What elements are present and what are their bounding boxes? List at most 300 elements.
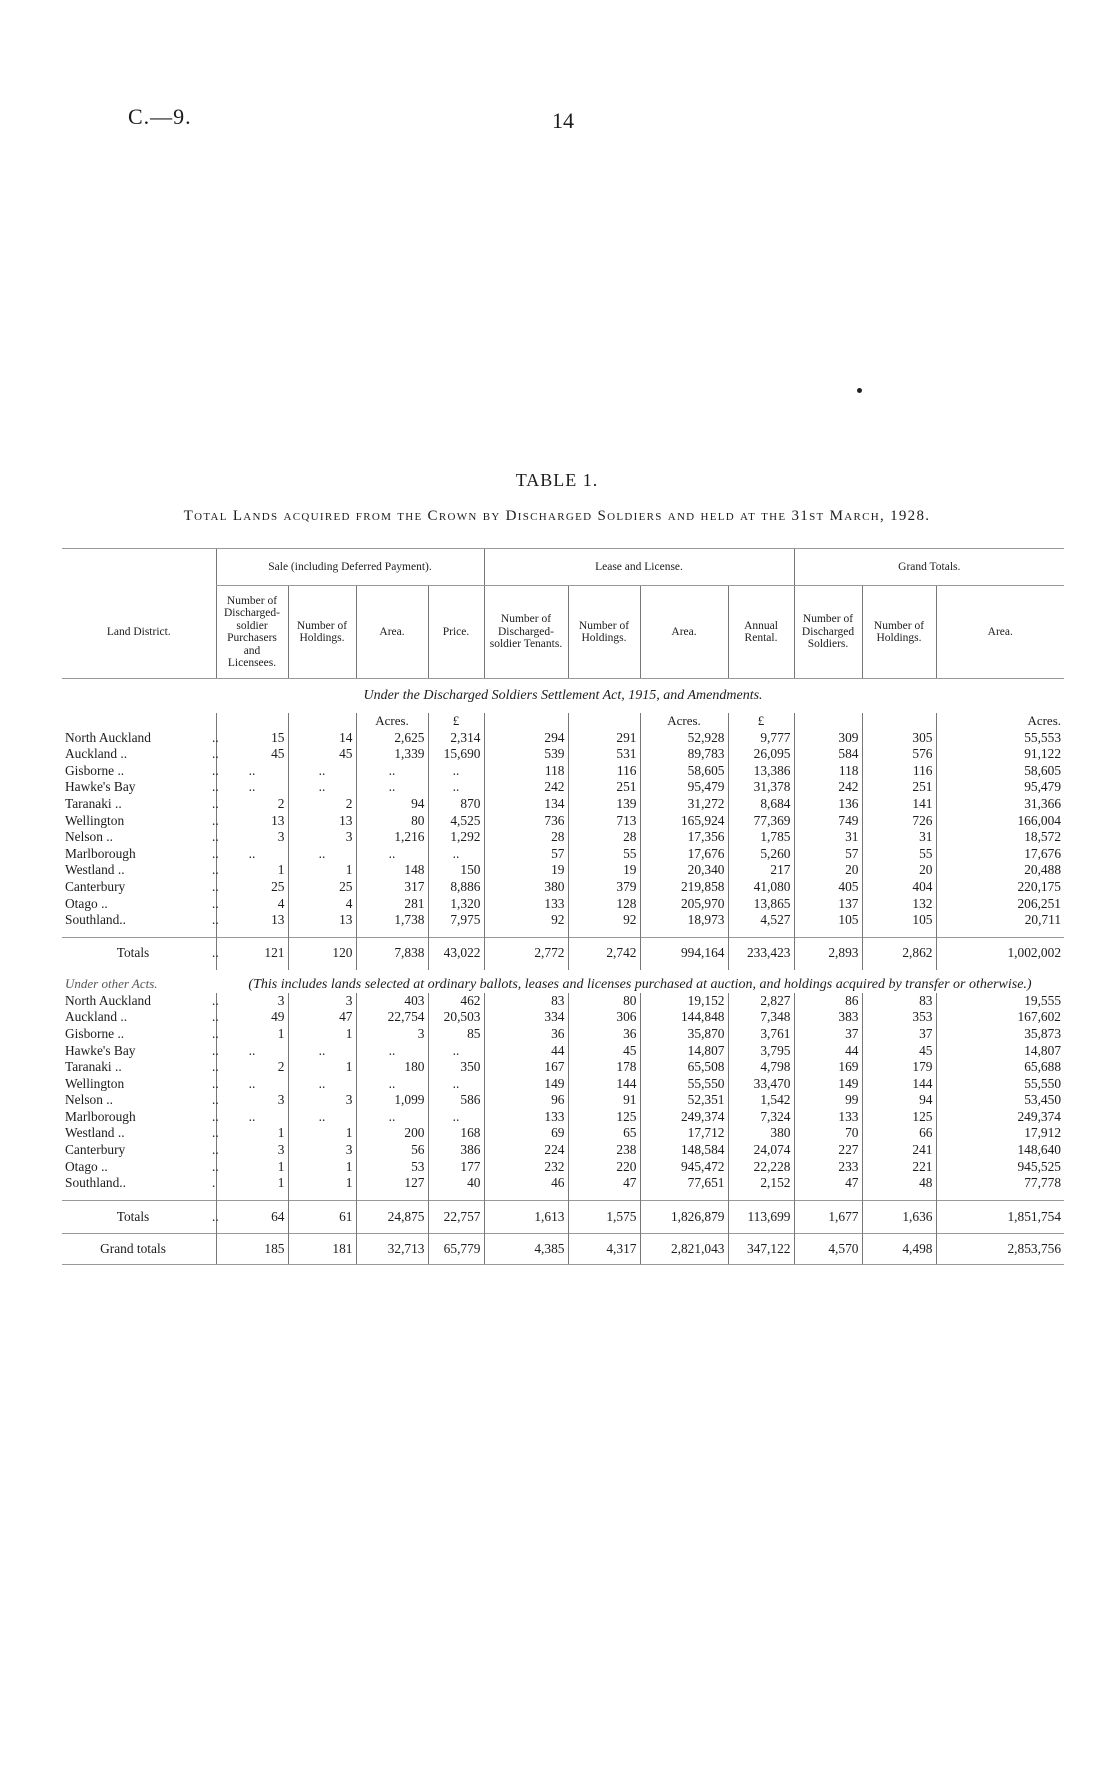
leader-dots: .. bbox=[212, 1042, 219, 1058]
table-cell: 127 bbox=[356, 1175, 428, 1192]
table-row bbox=[62, 1109, 1064, 1126]
table-row bbox=[62, 896, 1064, 913]
table-cell: 17,356 bbox=[640, 829, 728, 846]
district-name: Canterbury bbox=[65, 878, 126, 894]
table-cell: 35,870 bbox=[640, 1026, 728, 1043]
table-cell: 168 bbox=[428, 1125, 484, 1142]
table-cell: 4,317 bbox=[568, 1233, 640, 1264]
table-cell: 4,385 bbox=[484, 1233, 568, 1264]
table-cell: .. bbox=[356, 1043, 428, 1060]
table-cell: 31,378 bbox=[728, 779, 794, 796]
leader-dots: .. bbox=[204, 1200, 216, 1233]
table-cell: 2,827 bbox=[728, 993, 794, 1010]
col-header-sale-price: Price. bbox=[428, 586, 484, 679]
table-cell: 80 bbox=[356, 813, 428, 830]
table-cell: 347,122 bbox=[728, 1233, 794, 1264]
table-cell: 22,754 bbox=[356, 1009, 428, 1026]
table-cell: .. bbox=[356, 1109, 428, 1126]
table-row bbox=[62, 1009, 1064, 1026]
table-cell: .. bbox=[288, 763, 356, 780]
table-cell: 144,848 bbox=[640, 1009, 728, 1026]
table-cell: 133 bbox=[484, 1109, 568, 1126]
table-cell: 1,613 bbox=[484, 1200, 568, 1233]
table-cell: 167,602 bbox=[936, 1009, 1064, 1026]
district-name: Marlborough bbox=[65, 1108, 136, 1124]
grand-totals-row bbox=[62, 1233, 1064, 1264]
col-header-grand-holdings: Number of Holdings. bbox=[862, 586, 936, 679]
table-cell: 86 bbox=[794, 993, 862, 1010]
table-cell: 24,074 bbox=[728, 1142, 794, 1159]
table-cell: 3 bbox=[216, 993, 288, 1010]
table-cell: 139 bbox=[568, 796, 640, 813]
table-cell: 57 bbox=[794, 846, 862, 863]
table-cell: 8,684 bbox=[728, 796, 794, 813]
table-cell: 20 bbox=[794, 862, 862, 879]
table-cell: 65,688 bbox=[936, 1059, 1064, 1076]
leader-dots: .. bbox=[212, 1108, 219, 1124]
table-cell: 2,625 bbox=[356, 730, 428, 747]
district-name: Auckland .. bbox=[65, 1009, 128, 1025]
table-cell: 1 bbox=[216, 1175, 288, 1192]
table-cell: 309 bbox=[794, 730, 862, 747]
table-cell: .. bbox=[428, 763, 484, 780]
district-name: Hawke's Bay bbox=[65, 1042, 136, 1058]
table-cell: 32,713 bbox=[356, 1233, 428, 1264]
district-name: Westland .. bbox=[65, 1125, 125, 1141]
table-row bbox=[62, 829, 1064, 846]
table-cell: 25 bbox=[288, 879, 356, 896]
table-cell: 1 bbox=[288, 1059, 356, 1076]
table-cell: 380 bbox=[484, 879, 568, 896]
table-cell: .. bbox=[216, 1043, 288, 1060]
table-cell: 24,875 bbox=[356, 1200, 428, 1233]
table-row bbox=[62, 1076, 1064, 1093]
table-cell: 14 bbox=[288, 730, 356, 747]
table-cell: .. bbox=[216, 779, 288, 796]
table-cell: 15,690 bbox=[428, 746, 484, 763]
table-cell: 69 bbox=[484, 1125, 568, 1142]
table-cell: 233,423 bbox=[728, 937, 794, 970]
leader-dots: .. bbox=[212, 1125, 219, 1141]
table-cell: 125 bbox=[862, 1109, 936, 1126]
table-row bbox=[62, 1059, 1064, 1076]
leader-dots: .. bbox=[212, 746, 219, 762]
table-cell: 539 bbox=[484, 746, 568, 763]
table-cell: 2,742 bbox=[568, 937, 640, 970]
district-name: Westland .. bbox=[65, 862, 125, 878]
table-cell: 713 bbox=[568, 813, 640, 830]
table-cell: 20,711 bbox=[936, 912, 1064, 929]
leader-dots: .. bbox=[212, 1142, 219, 1158]
table-cell: 41,080 bbox=[728, 879, 794, 896]
table-cell: 40 bbox=[428, 1175, 484, 1192]
table-cell: 306 bbox=[568, 1009, 640, 1026]
table-cell: 205,970 bbox=[640, 896, 728, 913]
table-cell: 45 bbox=[568, 1043, 640, 1060]
leader-dots: .. bbox=[212, 992, 219, 1008]
table-cell: 13 bbox=[288, 912, 356, 929]
unit-pounds-sale: £ bbox=[428, 713, 484, 730]
table-cell: 13,865 bbox=[728, 896, 794, 913]
table-cell: 1 bbox=[216, 1125, 288, 1142]
unit-acres-sale: Acres. bbox=[356, 713, 428, 730]
table-cell: 3 bbox=[288, 1142, 356, 1159]
table-cell: 2,853,756 bbox=[936, 1233, 1064, 1264]
table-cell: 18,572 bbox=[936, 829, 1064, 846]
table-cell: 200 bbox=[356, 1125, 428, 1142]
table-cell: 15 bbox=[216, 730, 288, 747]
table-cell: 3 bbox=[216, 1092, 288, 1109]
table-cell: 317 bbox=[356, 879, 428, 896]
table-cell: .. bbox=[428, 1109, 484, 1126]
table-cell: 2 bbox=[216, 796, 288, 813]
table-cell: 77,369 bbox=[728, 813, 794, 830]
table-cell: 134 bbox=[484, 796, 568, 813]
table-row bbox=[62, 846, 1064, 863]
table-cell: 19 bbox=[484, 862, 568, 879]
table-cell: 20,503 bbox=[428, 1009, 484, 1026]
table-cell: 13 bbox=[288, 813, 356, 830]
section-1-heading: Under the Discharged Soldiers Settlement Act, 1915, and Amendments. bbox=[363, 687, 763, 703]
leader-dots bbox=[204, 1233, 216, 1264]
table-cell: 20 bbox=[862, 862, 936, 879]
table-cell: 1,738 bbox=[356, 912, 428, 929]
district-name: Gisborne .. bbox=[65, 1025, 125, 1041]
table-cell: 165,924 bbox=[640, 813, 728, 830]
table-cell: 1 bbox=[288, 1159, 356, 1176]
table-cell: 291 bbox=[568, 730, 640, 747]
district-name: Taranaki .. bbox=[65, 1059, 122, 1075]
table-cell: 249,374 bbox=[640, 1109, 728, 1126]
table-cell: 8,886 bbox=[428, 879, 484, 896]
table-cell: 35,873 bbox=[936, 1026, 1064, 1043]
table-cell: 4,570 bbox=[794, 1233, 862, 1264]
table-cell: 945,472 bbox=[640, 1159, 728, 1176]
table-cell: 118 bbox=[484, 763, 568, 780]
table-cell: 3 bbox=[288, 993, 356, 1010]
table-cell: .. bbox=[288, 1043, 356, 1060]
table-cell: 1,826,879 bbox=[640, 1200, 728, 1233]
table-cell: 5,260 bbox=[728, 846, 794, 863]
table-cell: 220,175 bbox=[936, 879, 1064, 896]
table-cell: 31 bbox=[862, 829, 936, 846]
table-row bbox=[62, 1092, 1064, 1109]
table-cell: 55,550 bbox=[640, 1076, 728, 1093]
table-cell: 121 bbox=[216, 937, 288, 970]
table-cell: 7,324 bbox=[728, 1109, 794, 1126]
table-cell: 150 bbox=[428, 862, 484, 879]
district-name: Wellington bbox=[65, 1075, 125, 1091]
district-name: Otago .. bbox=[65, 1158, 108, 1174]
table-cell: 17,676 bbox=[640, 846, 728, 863]
table-cell: 4,527 bbox=[728, 912, 794, 929]
table-cell: .. bbox=[216, 1109, 288, 1126]
table-cell: 1,636 bbox=[862, 1200, 936, 1233]
table-cell: 576 bbox=[862, 746, 936, 763]
leader-dots: .. bbox=[212, 1059, 219, 1075]
district-name: Hawke's Bay bbox=[65, 779, 136, 795]
table-cell: 166,004 bbox=[936, 813, 1064, 830]
leader-dots: .. bbox=[212, 795, 219, 811]
table-cell: 45 bbox=[288, 746, 356, 763]
section-1-body bbox=[62, 679, 1064, 970]
table-cell: 80 bbox=[568, 993, 640, 1010]
table-cell: 2 bbox=[288, 796, 356, 813]
leader-dots: .. bbox=[212, 1025, 219, 1041]
table-cell: 105 bbox=[862, 912, 936, 929]
table-cell: .. bbox=[356, 779, 428, 796]
table-cell: 28 bbox=[568, 829, 640, 846]
table-cell: 148 bbox=[356, 862, 428, 879]
table-cell: 149 bbox=[484, 1076, 568, 1093]
table-cell: 48 bbox=[862, 1175, 936, 1192]
leader-dots: .. bbox=[212, 895, 219, 911]
table-cell: 17,712 bbox=[640, 1125, 728, 1142]
table-cell: 141 bbox=[862, 796, 936, 813]
table-cell: 65 bbox=[568, 1125, 640, 1142]
table-cell: 242 bbox=[794, 779, 862, 796]
lease-group-header: Lease and License. bbox=[484, 549, 794, 586]
table-cell: 17,912 bbox=[936, 1125, 1064, 1142]
leader-dots: .. bbox=[212, 912, 219, 928]
table-cell: 2,314 bbox=[428, 730, 484, 747]
leader-dots: .. bbox=[204, 937, 216, 970]
table-cell: 242 bbox=[484, 779, 568, 796]
table-row bbox=[62, 879, 1064, 896]
table-cell: 3 bbox=[288, 1092, 356, 1109]
table-cell: 167 bbox=[484, 1059, 568, 1076]
table-row bbox=[62, 862, 1064, 879]
leader-dots: .. bbox=[212, 878, 219, 894]
table-cell: 56 bbox=[356, 1142, 428, 1159]
table-row bbox=[62, 1142, 1064, 1159]
table-cell: 58,605 bbox=[640, 763, 728, 780]
table-cell: 19 bbox=[568, 862, 640, 879]
table-cell: 241 bbox=[862, 1142, 936, 1159]
table-cell: 4 bbox=[216, 896, 288, 913]
table-cell: 144 bbox=[862, 1076, 936, 1093]
leader-dots: .. bbox=[212, 812, 219, 828]
table-cell: 136 bbox=[794, 796, 862, 813]
col-header-lease-area: Area. bbox=[640, 586, 728, 679]
group-header-row bbox=[62, 549, 1064, 586]
table-cell: 251 bbox=[568, 779, 640, 796]
table-cell: 749 bbox=[794, 813, 862, 830]
table-cell: .. bbox=[428, 1076, 484, 1093]
table-cell: 1,002,002 bbox=[936, 937, 1064, 970]
table-cell: 224 bbox=[484, 1142, 568, 1159]
table-cell: 586 bbox=[428, 1092, 484, 1109]
table-cell: 17,676 bbox=[936, 846, 1064, 863]
leader-dots: .. bbox=[212, 729, 219, 745]
district-name: Nelson .. bbox=[65, 829, 113, 845]
table-cell: 4,798 bbox=[728, 1059, 794, 1076]
table-cell: 113,699 bbox=[728, 1200, 794, 1233]
table-cell: .. bbox=[216, 846, 288, 863]
table-cell: 55,550 bbox=[936, 1076, 1064, 1093]
table-cell: 2 bbox=[216, 1059, 288, 1076]
table-cell: 22,228 bbox=[728, 1159, 794, 1176]
spacer-row bbox=[62, 1192, 1064, 1201]
table-cell: 92 bbox=[484, 912, 568, 929]
district-name: North Auckland bbox=[65, 729, 151, 745]
table-row bbox=[62, 796, 1064, 813]
section-2-body bbox=[62, 970, 1064, 1234]
table-cell: 7,838 bbox=[356, 937, 428, 970]
table-row bbox=[62, 1159, 1064, 1176]
leader-dots: .. bbox=[212, 1092, 219, 1108]
table-cell: 55 bbox=[862, 846, 936, 863]
district-name: Southland.. bbox=[65, 1175, 127, 1191]
table-cell: 584 bbox=[794, 746, 862, 763]
table-cell: 350 bbox=[428, 1059, 484, 1076]
table-cell: 220 bbox=[568, 1159, 640, 1176]
table-cell: 4,498 bbox=[862, 1233, 936, 1264]
table-row bbox=[62, 993, 1064, 1010]
district-name: Otago .. bbox=[65, 895, 108, 911]
table-cell: 66 bbox=[862, 1125, 936, 1142]
table-cell: 1,851,754 bbox=[936, 1200, 1064, 1233]
table-cell: 133 bbox=[484, 896, 568, 913]
table-cell: 28 bbox=[484, 829, 568, 846]
table-cell: 14,807 bbox=[640, 1043, 728, 1060]
table-cell: 13 bbox=[216, 912, 288, 929]
table-cell: 404 bbox=[862, 879, 936, 896]
table-cell: .. bbox=[356, 846, 428, 863]
table-cell: 3 bbox=[288, 829, 356, 846]
table-cell: .. bbox=[216, 1076, 288, 1093]
table-cell: 116 bbox=[862, 763, 936, 780]
table-caption: Total Lands acquired from the Crown by Discharged Soldiers and held at the 31st March, 1928. bbox=[183, 508, 931, 524]
print-speck bbox=[857, 388, 862, 393]
section-2-heading: (This includes lands selected at ordinary ballots, leases and licenses purchased at auction, and holdings acquired by transfer or otherwise.) bbox=[248, 976, 1032, 992]
table-cell: 380 bbox=[728, 1125, 794, 1142]
table-cell: 1 bbox=[216, 1159, 288, 1176]
table-cell: 118 bbox=[794, 763, 862, 780]
table-cell: 116 bbox=[568, 763, 640, 780]
report-code: C.—9. bbox=[128, 104, 192, 129]
table-cell: 26,095 bbox=[728, 746, 794, 763]
table-cell: .. bbox=[428, 779, 484, 796]
units-row bbox=[62, 713, 1064, 730]
table-cell: .. bbox=[288, 1109, 356, 1126]
leader-dots: .. bbox=[212, 762, 219, 778]
table-cell: 94 bbox=[862, 1092, 936, 1109]
table-cell: 3,761 bbox=[728, 1026, 794, 1043]
table-cell: 45 bbox=[862, 1043, 936, 1060]
table-cell: .. bbox=[428, 846, 484, 863]
table-cell: 221 bbox=[862, 1159, 936, 1176]
col-header-grand-area: Area. bbox=[936, 586, 1064, 679]
table-row bbox=[62, 730, 1064, 747]
table-cell: 353 bbox=[862, 1009, 936, 1026]
table-cell: 219,858 bbox=[640, 879, 728, 896]
table-cell: 128 bbox=[568, 896, 640, 913]
table-cell: 2,772 bbox=[484, 937, 568, 970]
table-cell: 403 bbox=[356, 993, 428, 1010]
table-cell: 181 bbox=[288, 1233, 356, 1264]
sale-group-header: Sale (including Deferred Payment). bbox=[216, 549, 484, 586]
table-cell: 180 bbox=[356, 1059, 428, 1076]
table-cell: 36 bbox=[484, 1026, 568, 1043]
col-header-sale-area: Area. bbox=[356, 586, 428, 679]
totals-label: Totals bbox=[62, 1200, 204, 1233]
table-cell: 47 bbox=[288, 1009, 356, 1026]
table-cell: 2,862 bbox=[862, 937, 936, 970]
table-cell: 379 bbox=[568, 879, 640, 896]
table-cell: 462 bbox=[428, 993, 484, 1010]
table-cell: 13 bbox=[216, 813, 288, 830]
table-cell: 3 bbox=[356, 1026, 428, 1043]
unit-acres-lease: Acres. bbox=[640, 713, 728, 730]
table-cell: 91,122 bbox=[936, 746, 1064, 763]
table-cell: 2,893 bbox=[794, 937, 862, 970]
table-cell: 232 bbox=[484, 1159, 568, 1176]
table-cell: 61 bbox=[288, 1200, 356, 1233]
table-cell: 44 bbox=[794, 1043, 862, 1060]
table-cell: 169 bbox=[794, 1059, 862, 1076]
table-cell: 238 bbox=[568, 1142, 640, 1159]
table-title: TABLE 1. bbox=[515, 470, 599, 490]
column-header-row bbox=[62, 586, 1064, 679]
table-cell: 1 bbox=[216, 1026, 288, 1043]
grand-totals-label: Grand totals bbox=[62, 1233, 204, 1264]
table-cell: 89,783 bbox=[640, 746, 728, 763]
table-cell: 206,251 bbox=[936, 896, 1064, 913]
table-row bbox=[62, 779, 1064, 796]
table-cell: 1,785 bbox=[728, 829, 794, 846]
table-cell: 1 bbox=[288, 862, 356, 879]
table-row bbox=[62, 763, 1064, 780]
table-cell: 2,152 bbox=[728, 1175, 794, 1192]
table-cell: 133 bbox=[794, 1109, 862, 1126]
table-cell: 305 bbox=[862, 730, 936, 747]
table-cell: 47 bbox=[568, 1175, 640, 1192]
table-cell: 47 bbox=[794, 1175, 862, 1192]
table-cell: .. bbox=[216, 763, 288, 780]
table-cell: 233 bbox=[794, 1159, 862, 1176]
col-header-sale-purchasers: Number of Discharged-soldier Purchasers and Licensees. bbox=[216, 586, 288, 679]
table-cell: 120 bbox=[288, 937, 356, 970]
spacer-row bbox=[62, 929, 1064, 938]
table-cell: 65,779 bbox=[428, 1233, 484, 1264]
table-cell: 334 bbox=[484, 1009, 568, 1026]
table-cell: 726 bbox=[862, 813, 936, 830]
district-name: Gisborne .. bbox=[65, 762, 125, 778]
table-cell: 53,450 bbox=[936, 1092, 1064, 1109]
table-cell: 94 bbox=[356, 796, 428, 813]
col-header-lease-rental: Annual Rental. bbox=[728, 586, 794, 679]
table-row bbox=[62, 813, 1064, 830]
unit-acres-grand: Acres. bbox=[936, 713, 1064, 730]
district-name: Marlborough bbox=[65, 845, 136, 861]
table-cell: 185 bbox=[216, 1233, 288, 1264]
table-cell: 43,022 bbox=[428, 937, 484, 970]
table-row bbox=[62, 746, 1064, 763]
table-cell: 294 bbox=[484, 730, 568, 747]
table-cell: 945,525 bbox=[936, 1159, 1064, 1176]
table-cell: 91 bbox=[568, 1092, 640, 1109]
table-cell: 77,651 bbox=[640, 1175, 728, 1192]
table-cell: 4 bbox=[288, 896, 356, 913]
table-cell: 7,348 bbox=[728, 1009, 794, 1026]
table-cell: 217 bbox=[728, 862, 794, 879]
grand-group-header: Grand Totals. bbox=[794, 549, 1064, 586]
leader-dots: .. bbox=[212, 1009, 219, 1025]
table-row bbox=[62, 1043, 1064, 1060]
table-cell: 148,640 bbox=[936, 1142, 1064, 1159]
district-name: Canterbury bbox=[65, 1142, 126, 1158]
